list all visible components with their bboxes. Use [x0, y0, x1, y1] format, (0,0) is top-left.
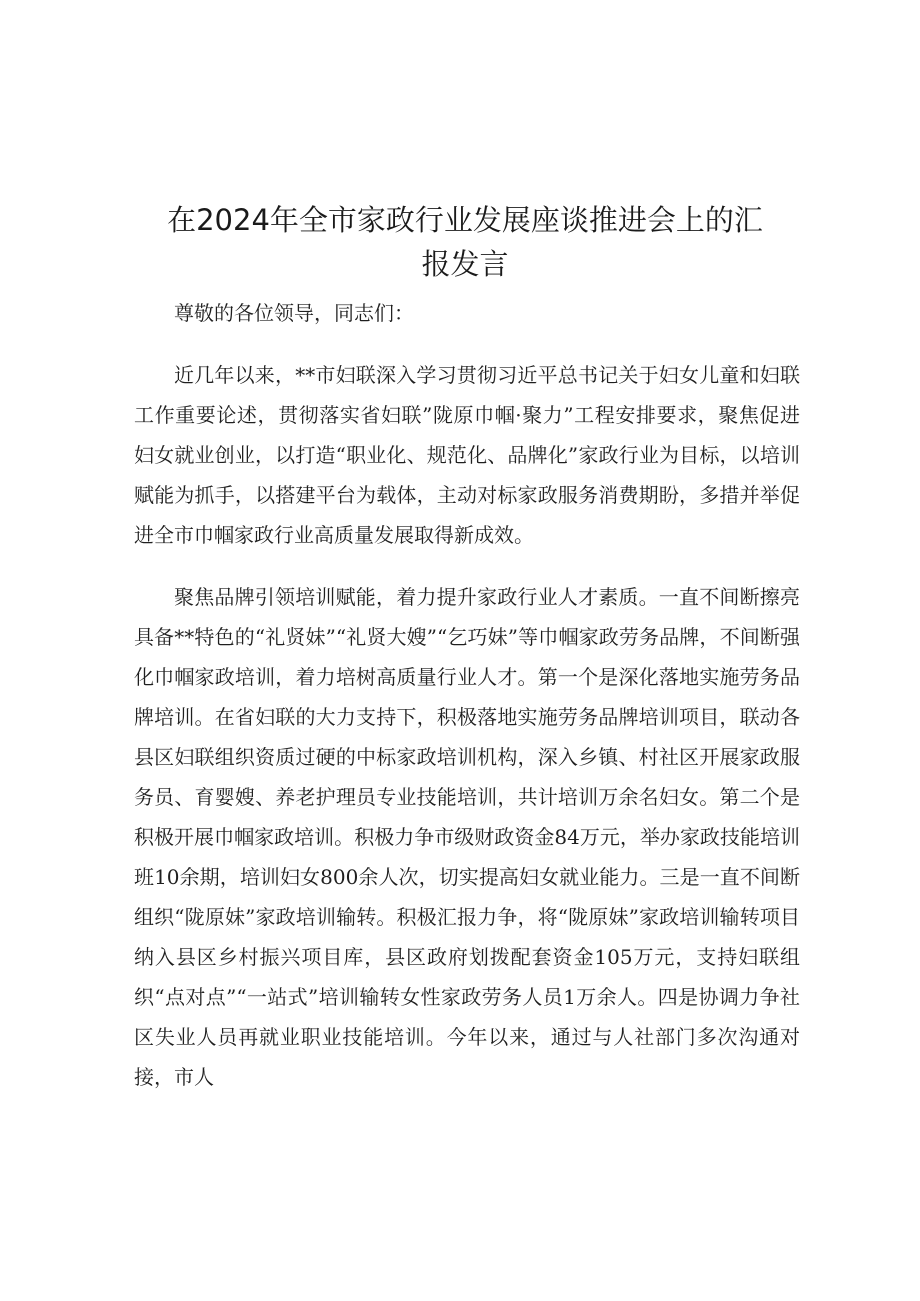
title-line-2: 报发言: [421, 247, 509, 281]
paragraph-intro: 近几年以来，**市妇联深入学习贯彻习近平总书记关于妇女儿童和妇联工作重要论述，贯彻落实省妇联”陇原巾帼·聚力”工程安排要求，聚焦促进妇女就业创业，以打造“职业化、规范化、品牌化”家政行业为目标，以培训赋能为抓手，以搭建平台为载体，主动对标家政服务消费期盼，多措并举促进全市巾帼家政行业高质量发展取得新成效。: [134, 363, 800, 547]
paragraph-training: 聚焦品牌引领培训赋能，着力提升家政行业人才素质。一直不间断擦亮具备**特色的“礼贤妹”“礼贤大嫂”“乞巧妹”等巾帼家政劳务品牌，不间断强化巾帼家政培训，着力培树高质量行业人才。第一个是深化落地实施劳务品牌培训。在省妇联的大力支持下，积极落地实施劳务品牌培训项目，联动各县区妇联组织资质过硬的中标家政培训机构，深入乡镇、村社区开展家政服务员、育婴嫂、养老护理员专业技能培训，共计培训万余名妇女。第二个是积极开展巾帼家政培训。积极力争市级财政资金84万元，举办家政技能培训班10余期，培训妇女800余人次，切实提高妇女就业能力。三是一直不间断组织“陇原妹”家政培训输转。积极汇报力争，将“陇原妹”家政培训输转项目纳入县区乡村振兴项目库，县区政府划拨配套资金105万元，支持妇联组织“点对点”“一站式”培训输转女性家政劳务人员1万余人。四是协调力争社区失业人员再就业职业技能培训。今年以来，通过与人社部门多次沟通对接，市人: [134, 585, 800, 1089]
greeting: 尊敬的各位领导，同志们：: [174, 301, 414, 325]
document-title: [120, 198, 810, 286]
document-body: [134, 293, 800, 1097]
title-line-1: 在2024年全市家政行业发展座谈推进会上的汇: [167, 203, 763, 237]
